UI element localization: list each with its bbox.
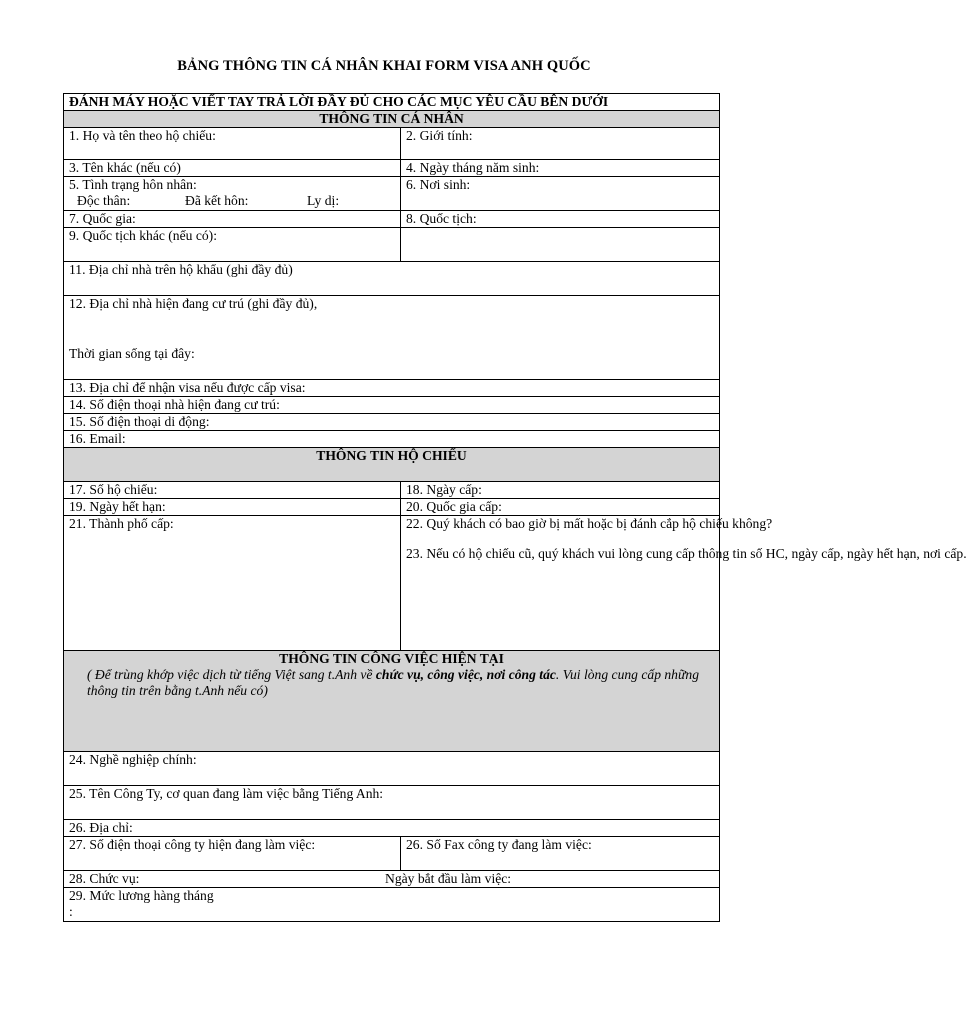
section-personal-header: THÔNG TIN CÁ NHÂN — [64, 111, 720, 128]
field-position[interactable] — [64, 871, 720, 888]
field-expiry-date[interactable]: 19. Ngày hết hạn: — [64, 499, 401, 516]
work-section-note: ( Để trùng khớp việc dịch từ tiếng Việt sang t.Anh về chức vụ, công việc, nơi công tác. Vui lòng cung cấp những thông tin trên bằng t.Anh nếu có) — [87, 667, 699, 698]
field-visa-delivery-address[interactable]: 13. Địa chỉ để nhận visa nếu được cấp visa: — [64, 380, 720, 397]
field-blank[interactable] — [401, 228, 720, 262]
field-passport-number[interactable]: 17. Số hộ chiếu: — [64, 482, 401, 499]
field-other-nationality[interactable]: 9. Quốc tịch khác (nếu có): — [64, 228, 401, 262]
old-passport-info: 23. Nếu có hộ chiếu cũ, quý khách vui lòng cung cấp thông tin số HC, ngày cấp, ngày hết hạn, nơi cấp. — [406, 546, 967, 561]
marital-options — [69, 193, 395, 209]
field-registered-address[interactable]: 11. Địa chỉ nhà trên hộ khẩu (ghi đầy đủ) — [64, 262, 720, 296]
salary-colon: : — [69, 904, 73, 919]
section-passport-header: THÔNG TIN HỘ CHIẾU — [64, 448, 720, 482]
field-other-name[interactable]: 3. Tên khác (nếu có) — [64, 160, 401, 177]
time-living-label: Thời gian sống tại đây: — [69, 346, 195, 361]
section-work-header — [64, 651, 720, 752]
field-lost-passport[interactable] — [401, 516, 967, 651]
field-issue-date[interactable]: 18. Ngày cấp: — [401, 482, 720, 499]
position-label: 28. Chức vụ: — [69, 871, 140, 886]
document-title: BẢNG THÔNG TIN CÁ NHÂN KHAI FORM VISA ANH QUỐC — [177, 58, 591, 74]
field-home-phone[interactable]: 14. Số điện thoại nhà hiện đang cư trú: — [64, 397, 720, 414]
field-company-name[interactable]: 25. Tên Công Ty, cơ quan đang làm việc bằng Tiếng Anh: — [64, 786, 720, 820]
lost-passport-question: 22. Quý khách có bao giờ bị mất hoặc bị đánh cắp hộ chiếu không? — [406, 516, 773, 531]
visa-info-form — [63, 93, 967, 922]
option-divorced[interactable]: Ly dị: — [307, 193, 340, 208]
work-section-title: THÔNG TIN CÔNG VIỆC HIỆN TẠI — [279, 651, 504, 666]
field-company-phone[interactable]: 27. Số điện thoại công ty hiện đang làm việc: — [64, 837, 401, 871]
field-full-name[interactable]: 1. Họ và tên theo hộ chiếu: — [64, 128, 401, 160]
current-address-label: 12. Địa chỉ nhà hiện đang cư trú (ghi đầy đủ), — [69, 296, 318, 311]
field-mobile-phone[interactable]: 15. Số điện thoại di động: — [64, 414, 720, 431]
field-monthly-salary[interactable] — [64, 888, 720, 922]
field-place-of-birth[interactable]: 6. Nơi sinh: — [401, 177, 720, 211]
field-nationality[interactable]: 8. Quốc tịch: — [401, 211, 720, 228]
salary-label: 29. Mức lương hàng tháng — [69, 888, 214, 903]
field-company-address[interactable]: 26. Địa chỉ: — [64, 820, 720, 837]
marital-status-label: 5. Tình trạng hôn nhân: — [69, 177, 197, 192]
field-country[interactable]: 7. Quốc gia: — [64, 211, 401, 228]
position-row — [69, 871, 714, 887]
field-gender[interactable]: 2. Giới tính: — [401, 128, 720, 160]
instruction-row: ĐÁNH MÁY HOẶC VIẾT TAY TRẢ LỜI ĐẦY ĐỦ CHO CÁC MỤC YÊU CẦU BÊN DƯỚI — [64, 94, 720, 111]
field-company-fax[interactable]: 26. Số Fax công ty đang làm việc: — [401, 837, 720, 871]
field-email[interactable]: 16. Email: — [64, 431, 720, 448]
field-issuing-city[interactable]: 21. Thành phố cấp: — [64, 516, 401, 651]
start-date-label: Ngày bắt đầu làm việc: — [385, 871, 512, 886]
option-single[interactable]: Độc thân: — [77, 193, 131, 208]
field-occupation[interactable]: 24. Nghề nghiệp chính: — [64, 752, 720, 786]
field-current-address[interactable] — [64, 296, 720, 380]
field-date-of-birth[interactable]: 4. Ngày tháng năm sinh: — [401, 160, 720, 177]
field-issuing-country[interactable]: 20. Quốc gia cấp: — [401, 499, 720, 516]
option-married[interactable]: Đã kết hôn: — [185, 193, 249, 208]
field-marital-status[interactable] — [64, 177, 401, 211]
